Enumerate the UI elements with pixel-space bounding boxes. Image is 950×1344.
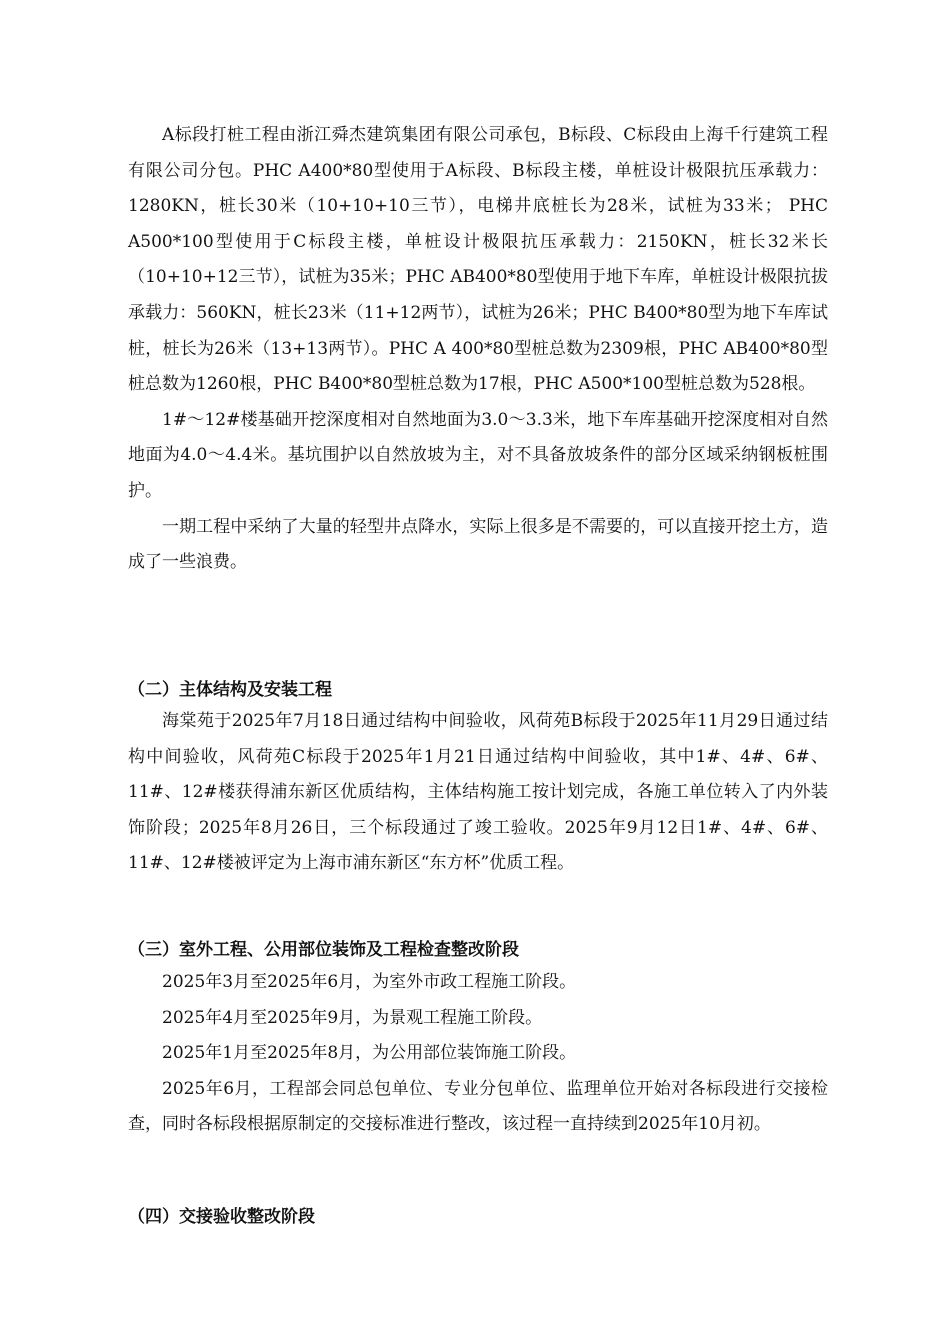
paragraph-landscape-works: 2025年4月至2025年9月，为景观工程施工阶段。 xyxy=(162,1007,543,1028)
paragraph-structure-acceptance: 海棠苑于2025年7月18日通过结构中间验收，风荷苑B标段于2025年11月29日通过结构中间验收，风荷苑C标段于2025年1月21日通过结构中间验收，其中1#、4#、6#、11#、12#楼获得浦东新区优质结构，主体结构施工按计划完成，各施工单位转入了内外装饰阶段；2025年8月26日，三个标段通过了竣工验收。2025年9月12日1#、4#、6#、11#、12#楼被评定为上海市浦东新区“东方杯”优质工程。 xyxy=(128,711,828,874)
section-exterior-works-body xyxy=(128,965,828,1143)
paragraph-piling: A标段打桩工程由浙江舜杰建筑集团有限公司承包，B标段、C标段由上海千行建筑工程有限公司分包。PHC A400*80型使用于A标段、B标段主楼，单桩设计极限抗压承载力：1280KN，桩长30米（10+10+10三节），电梯井底桩长为28米，试桩为33米； PHC A500*100型使用于C标段主楼，单桩设计极限抗压承载力：2150KN，桩长32米长（10+10+12三节），试桩为35米；PHC AB400*80型使用于地下车库，单桩设计极限抗拔承载力：560KN，桩长23米（11+12两节），试桩为26米；PHC B400*80型为地下车库试桩，桩长为26米（13+13两节）。PHC A 400*80型桩总数为2309根，PHC AB400*80型桩总数为1260根，PHC B400*80型桩总数为17根，PHC A500*100型桩总数为528根。 xyxy=(128,125,834,395)
paragraph-public-decoration: 2025年1月至2025年8月，为公用部位装饰施工阶段。 xyxy=(162,1043,577,1064)
paragraph-handover-inspection: 2025年6月，工程部会同总包单位、专业分包单位、监理单位开始对各标段进行交接检查，同时各标段根据原制定的交接标准进行整改，该过程一直持续到2025年10月初。 xyxy=(128,1078,828,1135)
section-piling-body xyxy=(128,118,834,581)
section-main-structure-body xyxy=(128,704,828,882)
paragraph-excavation: 1#～12#楼基础开挖深度相对自然地面为3.0～3.3米，地下车库基础开挖深度相对自然地面为4.0～4.4米。基坑围护以自然放坡为主，对不具备放坡条件的部分区域采纳钢板桩围护。 xyxy=(128,409,828,501)
heading-handover-acceptance: （四）交接验收整改阶段 xyxy=(128,1207,315,1227)
heading-exterior-works: （三）室外工程、公用部位装饰及工程检查整改阶段 xyxy=(128,940,519,960)
heading-main-structure: （二）主体结构及安装工程 xyxy=(128,680,332,700)
paragraph-dewatering: 一期工程中采纳了大量的轻型井点降水，实际上很多是不需要的，可以直接开挖土方，造成了一些浪费。 xyxy=(128,516,828,573)
paragraph-municipal-works: 2025年3月至2025年6月，为室外市政工程施工阶段。 xyxy=(162,972,577,992)
